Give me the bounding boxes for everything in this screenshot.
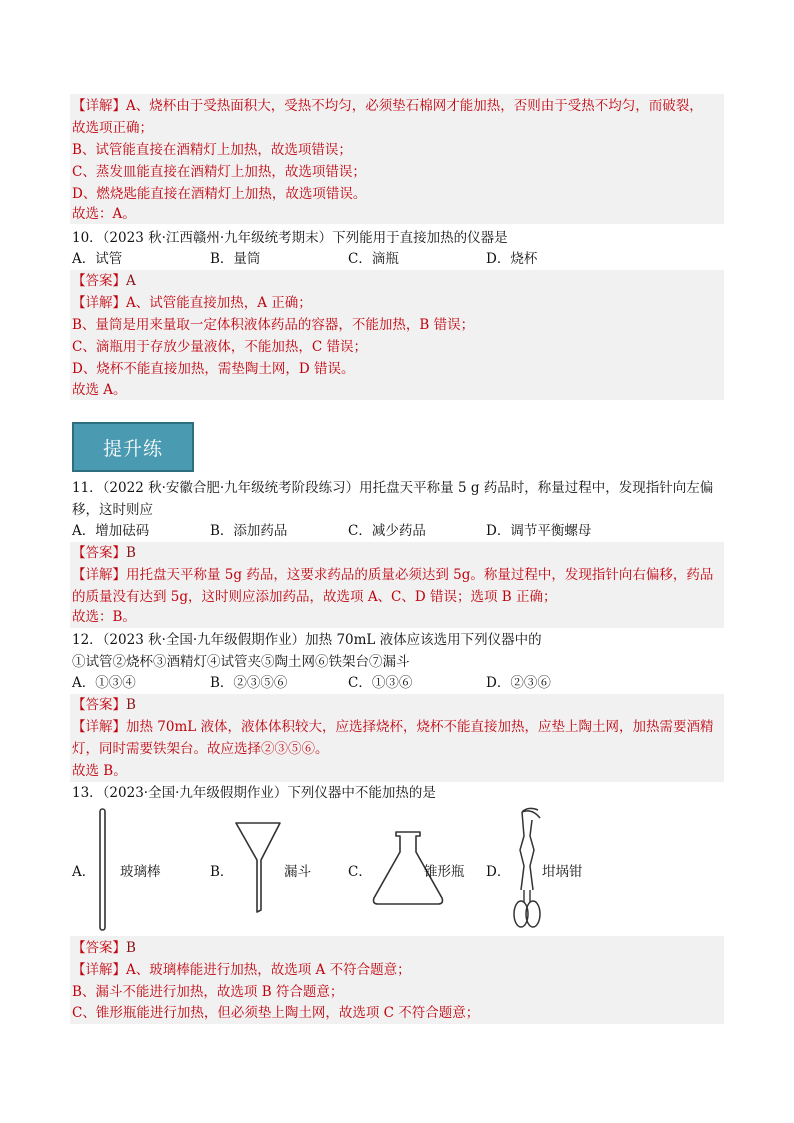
q13-fig-d-label: 坩埚钳 [542,864,583,880]
q12-stem: 12．（2023 秋·全国·九年级假期作业）加热 70mL 液体应该选用下列仪器中的 [72,632,542,648]
q10-explain-line3: C、滴瓶用于存放少量液体，不能加热，C 错误； [72,339,367,355]
q10-answer-band [70,270,724,400]
explain-tag: 【详解】 [72,295,126,311]
explain-tag: 【详解】 [72,98,126,114]
q13-fig-a-letter: A． [72,864,96,880]
q12-option-d: D．②③⑥ [486,675,551,691]
glass-rod-icon [96,808,110,932]
q13-fig-b-label: 漏斗 [284,864,311,880]
q11-explain-line2: 的质量没有达到 5g，这时则应添加药品，故选项 A、C、D 错误；选项 B 正确； [72,589,557,605]
q11-option-b: B．添加药品 [210,523,288,539]
q10-option-d: D．烧杯 [486,251,538,267]
explain-tag: 【详解】 [72,719,126,735]
q13-explain-line1: 【详解】A、玻璃棒能进行加热，故选项 A 不符合题意； [72,962,411,978]
q13-explain-line3: C、锥形瓶能进行加热，但必须垫上陶土网，故选项 C 不符合题意； [72,1005,480,1021]
q13-fig-c-label: 锥形瓶 [424,864,465,880]
q13-fig-a-label: 玻璃棒 [120,864,161,880]
q13-fig-b-letter: B． [210,864,234,880]
q11-answer [72,543,136,563]
explain-tag: 【详解】 [72,567,126,583]
section-title: 提升练 [72,422,194,472]
answer-value: B [126,697,136,713]
q10-option-a: A．试管 [72,251,123,267]
answer-value: B [126,940,136,956]
q11-explain-line3: 故选：B。 [72,609,136,625]
answer-value: A [126,273,136,289]
q9-explain-line1: 【详解】A、烧杯由于受热面积大，受热不均匀，必须垫石棉网才能加热，否则由于受热不均匀，而破裂， [72,98,703,114]
q11-option-c: C．减少药品 [348,523,426,539]
answer-tag: 【答案】 [72,940,126,956]
q11-explain-line1: 【详解】用托盘天平称量 5g 药品，这要求药品的质量必须达到 5g。称量过程中，发现指针向右偏移，药品 [72,567,714,583]
q9-explain-line6: 故选：A。 [72,206,136,222]
q11-option-a: A．增加砝码 [72,523,150,539]
q11-option-d: D．调节平衡螺母 [486,523,592,539]
q13-fig-c-letter: C． [348,864,372,880]
q13-stem: 13．（2023·全国·九年级假期作业）下列仪器中不能加热的是 [72,785,436,801]
q12-explain-line3: 故选 B。 [72,763,127,779]
q10-explain-line2: B、量筒是用来量取一定体积液体药品的容器，不能加热，B 错误； [72,317,475,333]
q10-answer [72,271,136,291]
q11-stem-line1: 11．（2022 秋·安徽合肥·九年级统考阶段练习）用托盘天平称量 5 g 药品时，称量过程中，发现指针向左偏 [72,480,714,496]
q9-explain-line2: 故选项正确； [72,120,153,136]
answer-tag: 【答案】 [72,273,126,289]
answer-tag: 【答案】 [72,545,126,561]
q12-option-c: C．①③⑥ [348,675,413,691]
answer-value: B [126,545,136,561]
q12-option-a: A．①③④ [72,675,136,691]
explain-tag: 【详解】 [72,962,126,978]
q12-instrument-list: ①试管②烧杯③酒精灯④试管夹⑤陶土网⑥铁架台⑦漏斗 [72,654,410,670]
q9-explain-line3: B、试管能直接在酒精灯上加热，故选项错误； [72,142,352,158]
q13-fig-d-letter: D． [486,864,511,880]
q10-explain-line4: D、烧杯不能直接加热，需垫陶土网，D 错误。 [72,361,355,377]
q10-explain-line1: 【详解】A、试管能直接加热，A 正确； [72,295,312,311]
q12-answer-band [70,694,724,782]
q13-answer [72,938,136,958]
q12-option-b: B．②③⑤⑥ [210,675,288,691]
answer-tag: 【答案】 [72,697,126,713]
q11-answer-band [70,542,724,628]
q11-stem-line2: 移，这时则应 [72,502,153,518]
q10-stem: 10．（2023 秋·江西赣州·九年级统考期末）下列能用于直接加热的仪器是 [72,230,508,246]
q10-option-c: C．滴瓶 [348,251,399,267]
q12-answer [72,695,136,715]
q10-option-b: B．量筒 [210,251,261,267]
q9-explain-line5: D、燃烧匙能直接在酒精灯上加热，故选项错误。 [72,186,367,202]
q9-explain-line4: C、蒸发皿能直接在酒精灯上加热，故选项错误； [72,164,366,180]
q10-explain-line5: 故选 A。 [72,382,127,398]
q12-explain-line2: 灯，同时需要铁架台。故应选择②③⑤⑥。 [72,741,329,757]
q12-explain-line1: 【详解】加热 70mL 液体，液体体积较大，应选择烧杯，烧杯不能直接加热，应垫上陶土网，加热需要酒精 [72,719,714,735]
funnel-icon [234,820,282,914]
q13-explain-line2: B、漏斗不能进行加热，故选项 B 符合题意； [72,984,344,1000]
